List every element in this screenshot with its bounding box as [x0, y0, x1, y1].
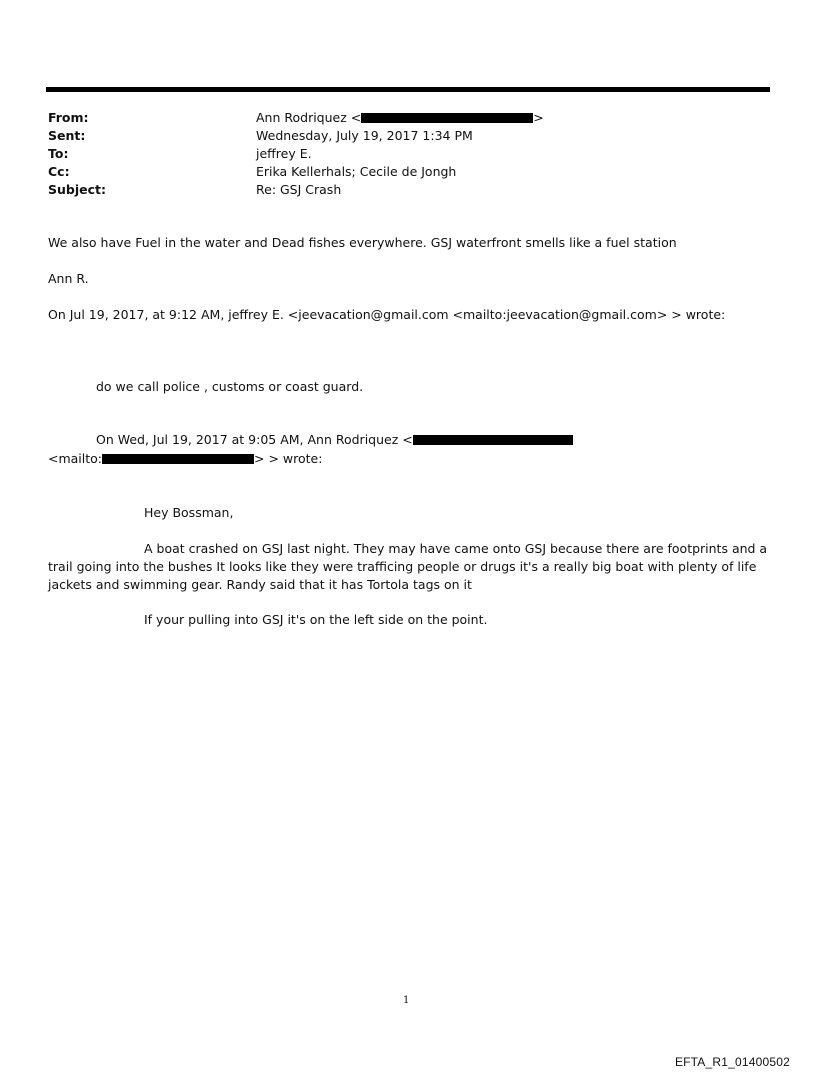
from-value [256, 109, 544, 127]
cc-label: Cc: [48, 164, 70, 179]
greeting: Hey Bossman, [144, 505, 234, 520]
quote1-text: do we call police , customs or coast guard. [96, 379, 364, 394]
header-rule [46, 87, 770, 92]
redaction-block [361, 113, 533, 123]
to-value: jeffrey E. [256, 146, 312, 161]
quote2-intro-c: > > wrote: [254, 451, 323, 466]
cc-value: Erika Kellerhals; Cecile de Jongh [256, 164, 457, 179]
quote2-intro-line2 [48, 450, 322, 468]
subject-value: Re: GSJ Crash [256, 182, 342, 197]
from-close: > [533, 110, 544, 125]
from-name: Ann Rodriquez < [256, 110, 362, 125]
from-label: From: [48, 110, 89, 125]
paragraph-location: If your pulling into GSJ it's on the left side on the point. [144, 612, 488, 627]
page-number: 1 [403, 995, 410, 1006]
quote2-intro-b: <mailto: [48, 451, 103, 466]
paragraph-boat-crash: A boat crashed on GSJ last night. They may have came onto GSJ because there are footprints and a trail going into the bushes It looks like they were trafficing people or drugs it's a really big boat with plenty of life jackets and swimming gear. Randy said that it has Tortola tags on it [48, 541, 768, 592]
to-label: To: [48, 146, 69, 161]
sent-label: Sent: [48, 128, 86, 143]
email-header [48, 109, 768, 199]
signature: Ann R. [48, 271, 89, 286]
subject-label: Subject: [48, 182, 106, 197]
sent-value: Wednesday, July 19, 2017 1:34 PM [256, 128, 473, 143]
quote2-intro-line1 [96, 431, 573, 449]
document-id: EFTA_R1_01400502 [674, 1055, 790, 1069]
quote1-intro: On Jul 19, 2017, at 9:12 AM, jeffrey E. <jeevacation@gmail.com <mailto:jeevacation@gmail.com> > wrote: [48, 307, 726, 322]
quote2-intro-a: On Wed, Jul 19, 2017 at 9:05 AM, Ann Rodriquez < [96, 432, 413, 447]
redaction-block [413, 435, 573, 445]
redaction-block [102, 454, 254, 464]
body-line-fuel: We also have Fuel in the water and Dead fishes everywhere. GSJ waterfront smells like a fuel station [48, 235, 677, 250]
